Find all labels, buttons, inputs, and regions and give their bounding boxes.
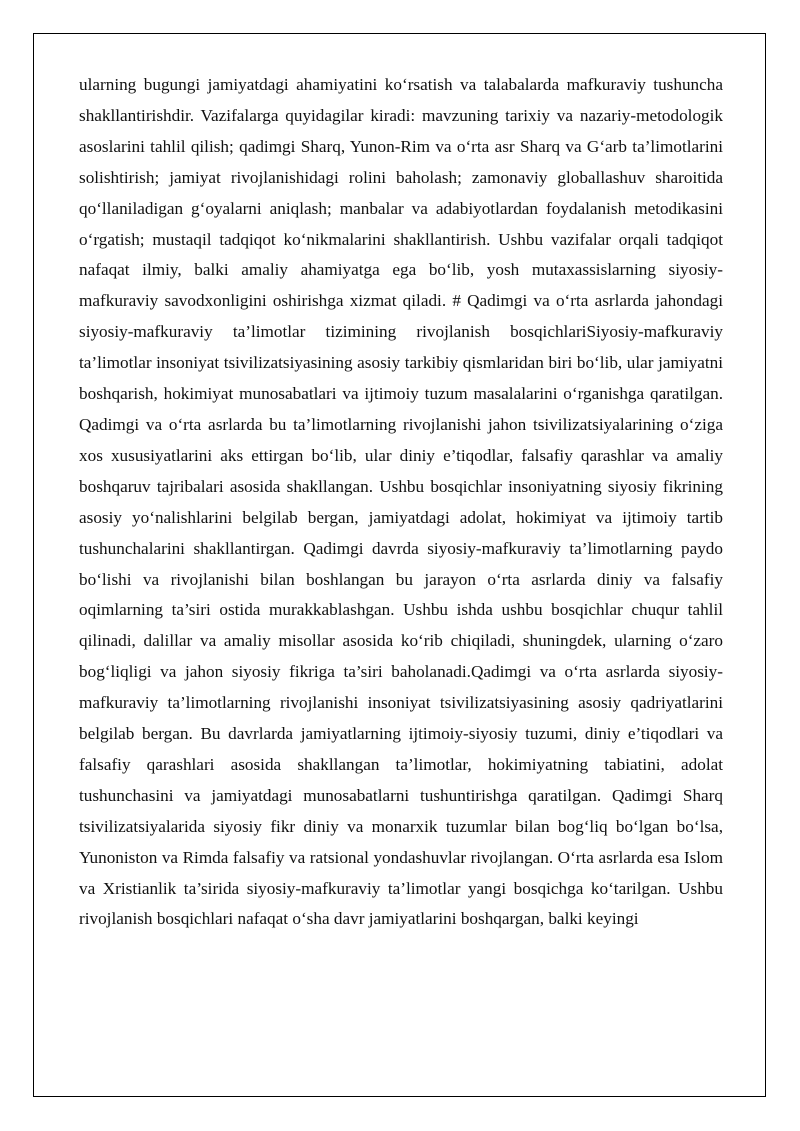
body-paragraph: ularning bugungi jamiyatdagi ahamiyatini ko‘rsatish va talabalarda mafkuraviy tushuncha shakllantirishdir. Vazifalarga quyidagilar kiradi: mavzuning tarixiy va nazariy-metodologik asoslarini tahlil qilish; qadimgi Sharq, Yunon-Rim va o‘rta asr Sharq va G‘arb ta’limotlarini solishtirish; jamiyat rivojlanishidagi rolini baholash; zamonaviy globallashuv sharoitida qo‘llaniladigan g‘oyalarni aniqlash; manbalar va adabiyotlardan foydalanish metodikasini o‘rgatish; mustaqil tadqiqot ko‘nikmalarini shakllantirish. Ushbu vazifalar orqali tadqiqot nafaqat ilmiy, balki amaliy ahamiyatga ega bo‘lib, yosh mutaxassislarning siyosiy-mafkuraviy savodxonligini oshirishga xizmat qiladi. # Qadimgi va o‘rta asrlarda jahondagi siyosiy-mafkuraviy ta’limotlar tizimining rivojlanish bosqichlariSiyosiy-mafkuraviy ta’limotlar insoniyat tsivilizatsiyasining asosiy tarkibiy qismlaridan biri bo‘lib, ular jamiyatni boshqarish, hokimiyat munosabatlari va ijtimoiy tuzum masalalarini o‘rganishga qaratilgan. Qadimgi va o‘rta asrlarda bu ta’limotlarning rivojlanishi jahon tsivilizatsiyalarining o‘ziga xos xususiyatlarini aks ettirgan bo‘lib, ular diniy e’tiqodlar, falsafiy qarashlar va amaliy boshqaruv tajribalari asosida shakllangan. Ushbu bosqichlar insoniyatning siyosiy fikrining asosiy yo‘nalishlarini belgilab bergan, jamiyatdagi adolat, hokimiyat va ijtimoiy tartib tushunchalarini shakllantirgan. Qadimgi davrda siyosiy-mafkuraviy ta’limotlarning paydo bo‘lishi va rivojlanishi bilan boshlangan bu jarayon o‘rta asrlarda diniy va falsafiy oqimlarning ta’siri ostida murakkablashgan. Ushbu ishda ushbu bosqichlar chuqur tahlil qilinadi, dalillar va amaliy misollar asosida ko‘rib chiqiladi, shuningdek, ularning o‘zaro bog‘liqligi va jahon siyosiy fikriga ta’siri baholanadi.Qadimgi va o‘rta asrlarda siyosiy-mafkuraviy ta’limotlarning rivojlanishi insoniyat tsivilizatsiyasining asosiy qadriyatlarini belgilab bergan. Bu davrlarda jamiyatlarning ijtimoiy-siyosiy tuzumi, diniy e’tiqodlari va falsafiy qarashlari asosida shakllangan ta’limotlar, hokimiyatning tabiatini, adolat tushunchasini va jamiyatdagi munosabatlarni tushuntirishga qaratilgan. Qadimgi Sharq tsivilizatsiyalarida siyosiy fikr diniy va monarxik tuzumlar bilan bog‘liq bo‘lgan bo‘lsa, Yunoniston va Rimda falsafiy va ratsional yondashuvlar rivojlangan. O‘rta asrlarda esa Islom va Xristianlik ta’sirida siyosiy-mafkuraviy ta’limotlar yangi bosqichga ko‘tarilgan. Ushbu rivojlanish bosqichlari nafaqat o‘sha davr jamiyatlarini boshqargan, balki keyingi	[79, 75, 723, 929]
